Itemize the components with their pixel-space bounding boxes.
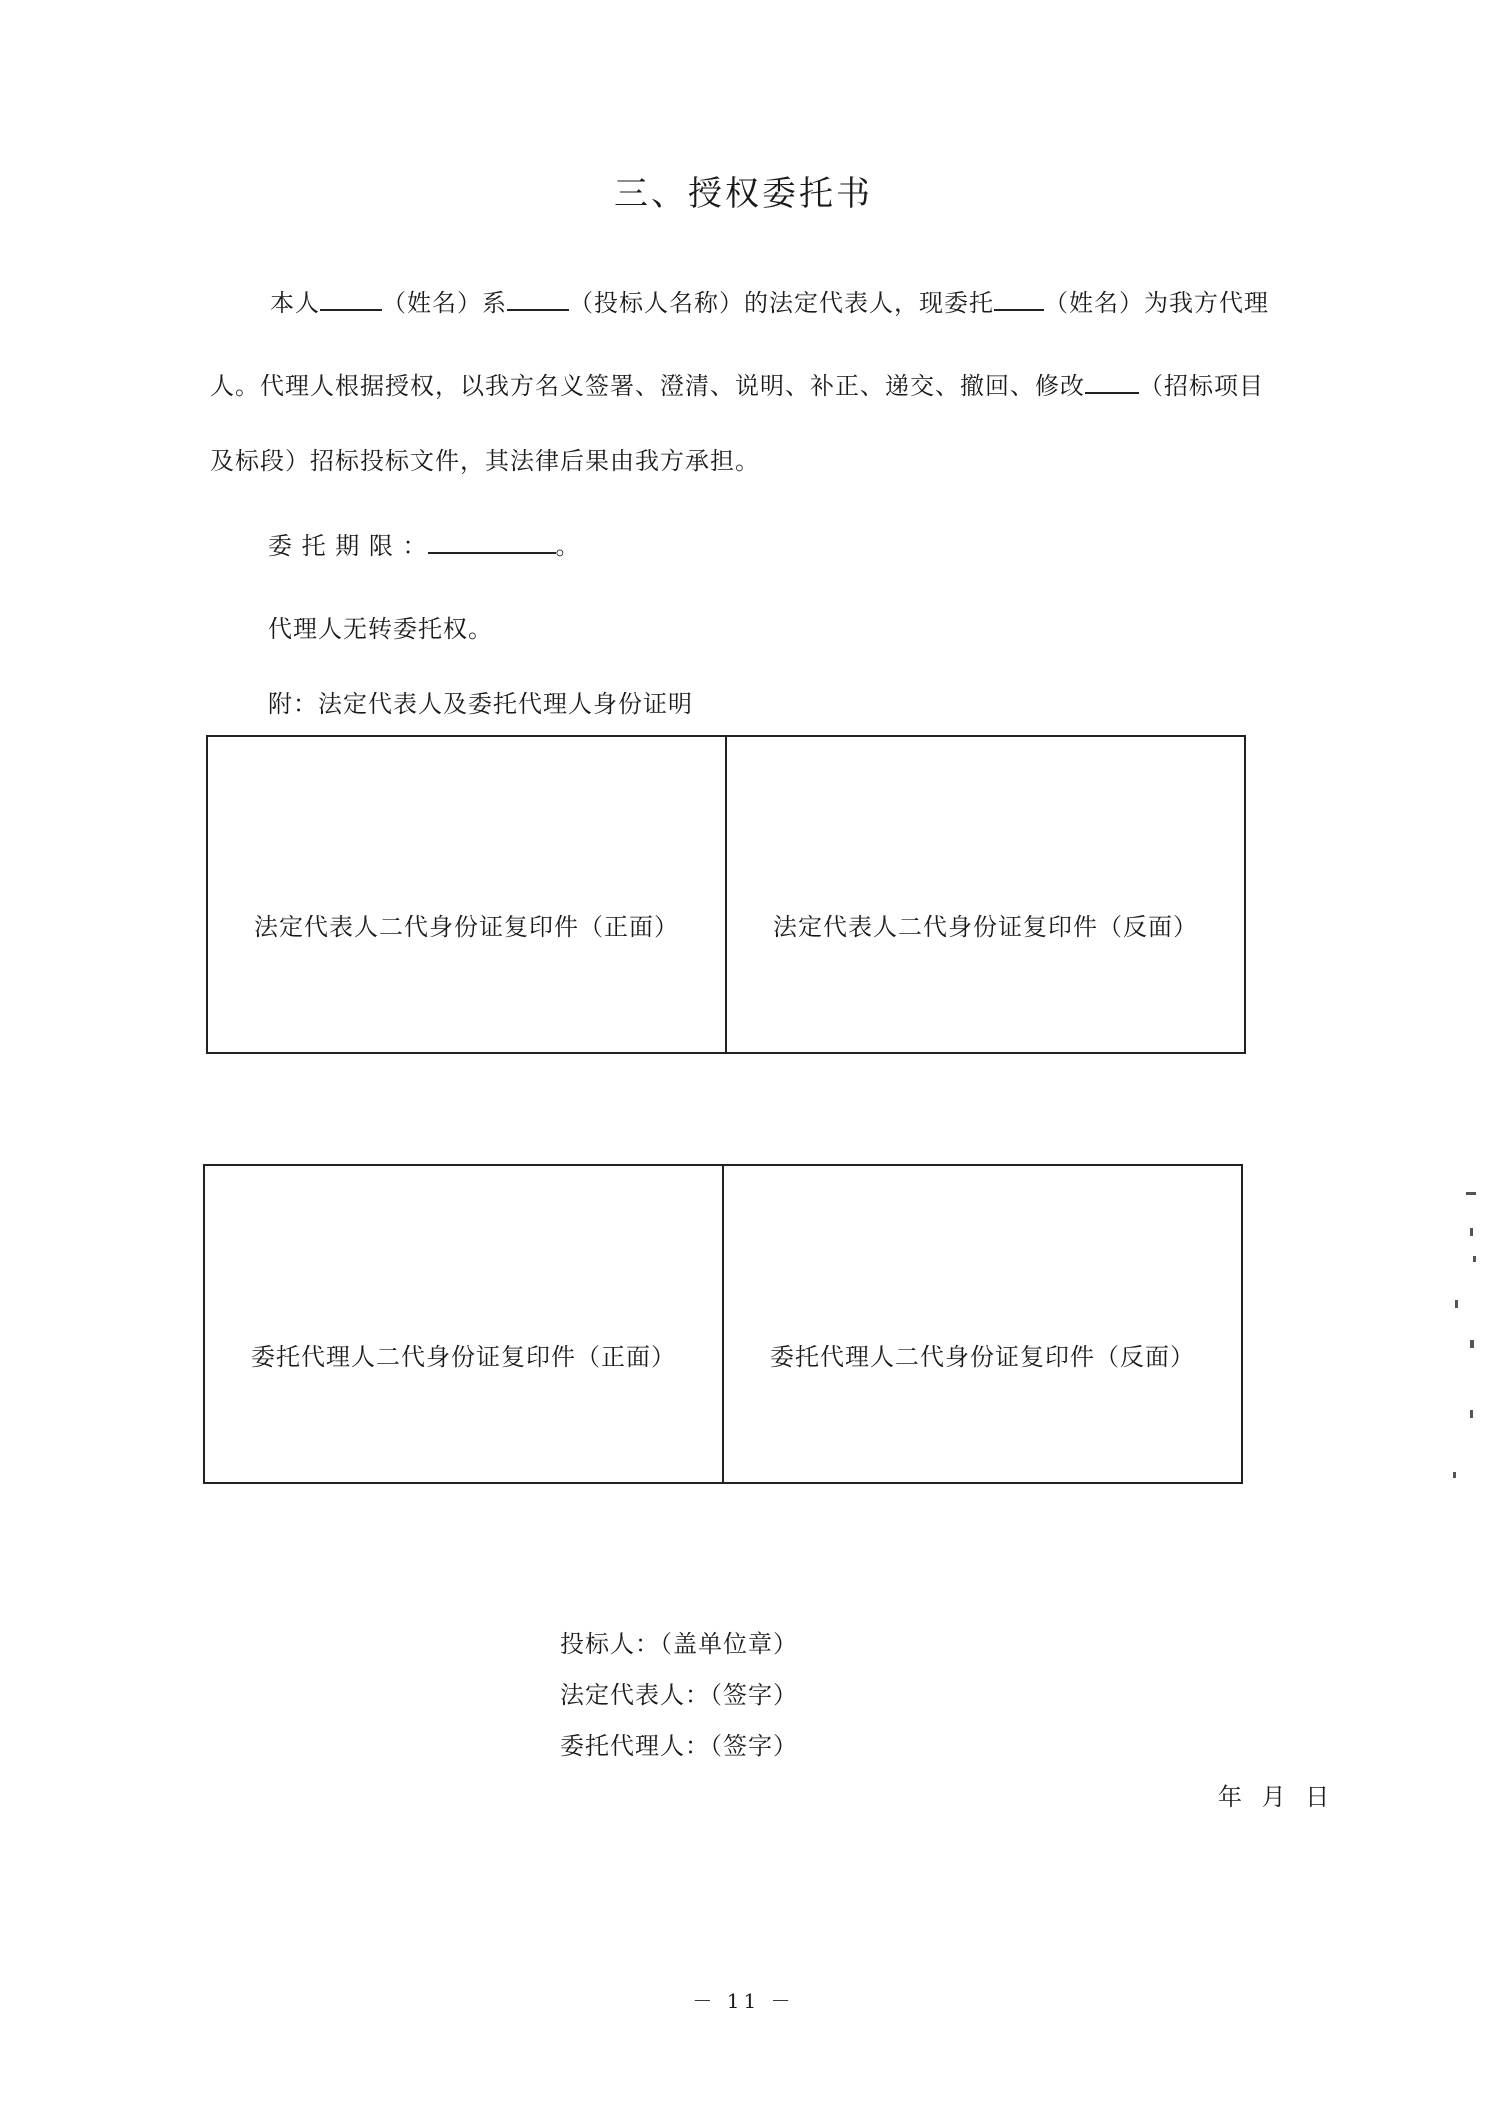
agent-signature-line: 委托代理人：（签字） [560, 1732, 798, 1760]
scan-mark [1453, 1472, 1456, 1478]
scan-mark [1470, 1340, 1474, 1348]
line1-text-1: 本人 [270, 289, 320, 317]
agent-id-back: 委托代理人二代身份证复印件（反面） [722, 1166, 1241, 1482]
legal-rep-id-back: 法定代表人二代身份证复印件（反面） [725, 737, 1244, 1052]
term-label: 委 托 期 限 ： [268, 532, 428, 560]
attachment-note: 附：法定代表人及委托代理人身份证明 [268, 690, 693, 718]
line1-text-3: （投标人名称）的法定代表人，现委托 [569, 289, 994, 317]
line1-text-4: （姓名）为我方代理 [1044, 289, 1269, 317]
term-suffix: 。 [555, 532, 581, 560]
legal-rep-signature-line: 法定代表人：（签字） [560, 1681, 798, 1709]
legal-rep-id-front: 法定代表人二代身份证复印件（正面） [254, 913, 679, 941]
legal-rep-id-table [206, 735, 1246, 1054]
scan-mark [1466, 1192, 1476, 1195]
scan-mark [1470, 1410, 1473, 1418]
no-transfer-note: 代理人无转委托权。 [268, 615, 493, 643]
scan-mark [1473, 1256, 1476, 1262]
scan-mark [1455, 1300, 1458, 1308]
line2-text-2: （招标项目 [1139, 372, 1264, 400]
paragraph-line-1 [270, 283, 1269, 318]
bidder-name-blank [507, 287, 569, 311]
bidder-seal-line: 投标人：（盖单位章） [560, 1630, 798, 1658]
agent-name-blank [994, 287, 1044, 311]
agent-id-table [203, 1164, 1243, 1484]
scan-mark [1470, 1228, 1473, 1236]
term-line [268, 526, 581, 561]
page-number: － 11 － [692, 1989, 795, 2013]
agent-id-front: 委托代理人二代身份证复印件（正面） [251, 1342, 676, 1371]
term-blank [428, 530, 556, 554]
project-blank [1085, 370, 1139, 394]
document-title: 三、授权委托书 [614, 174, 873, 214]
line2-text-1: 人。代理人根据授权，以我方名义签署、澄清、说明、补正、递交、撤回、修改 [210, 372, 1085, 400]
paragraph-line-2 [210, 366, 1264, 401]
date-line: 年 月 日 [1218, 1783, 1336, 1811]
name-blank [320, 287, 382, 311]
line1-text-2: （姓名）系 [382, 289, 507, 317]
paragraph-line-3: 及标段）招标投标文件，其法律后果由我方承担。 [210, 447, 760, 475]
